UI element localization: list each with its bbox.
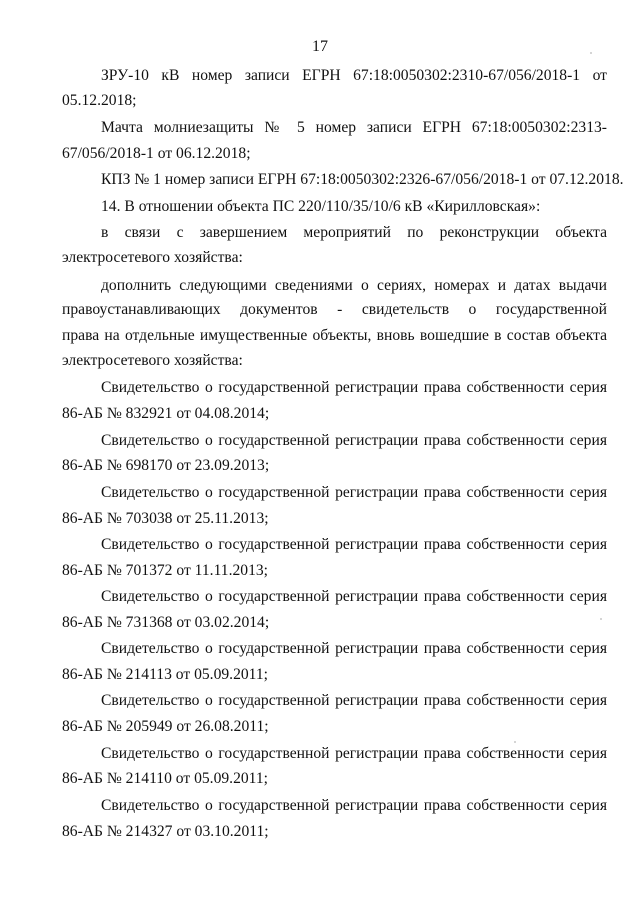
scan-speck [590, 52, 592, 54]
certificate-number: 86-АБ № 214113 от 05.09.2011; [62, 666, 269, 683]
text-line: правоустанавливающих документов - свидетельств о государственной [62, 301, 607, 318]
certificate-number: 86-АБ № 832921 от 04.08.2014; [62, 405, 270, 422]
certificate-title: Свидетельство о государственной регистрации права собственности серия [101, 379, 607, 396]
text-line: дополнить следующими сведениями о сериях, номерах и датах выдачи [101, 277, 607, 294]
certificate-title: Свидетельство о государственной регистрации права собственности серия [101, 536, 607, 553]
text-line: ЗРУ-10 кВ номер записи ЕГРН 67:18:0050302:2310-67/056/2018-1 от [101, 67, 607, 84]
certificate-number: 86-АБ № 205949 от 26.08.2011; [62, 718, 269, 735]
page-number: 17 [312, 38, 328, 55]
certificate-title: Свидетельство о государственной регистрации права собственности серия [101, 484, 607, 501]
section-heading: 14. В отношении объекта ПС 220/110/35/10/6 кВ «Кирилловская»: [101, 198, 541, 215]
text-line: 05.12.2018; [62, 92, 137, 109]
certificate-number: 86-АБ № 703038 от 25.11.2013; [62, 510, 269, 527]
certificate-number: 86-АБ № 731368 от 03.02.2014; [62, 614, 270, 631]
certificate-title: Свидетельство о государственной регистрации права собственности серия [101, 588, 607, 605]
scan-speck [600, 618, 602, 620]
certificate-number: 86-АБ № 214327 от 03.10.2011; [62, 823, 269, 840]
certificate-number: 86-АБ № 698170 от 23.09.2013; [62, 457, 270, 474]
text-line: Мачта молниезащиты № 5 номер записи ЕГРН 67:18:0050302:2313- [101, 119, 607, 136]
certificate-number: 86-АБ № 214110 от 05.09.2011; [62, 770, 269, 787]
text-line: КПЗ № 1 номер записи ЕГРН 67:18:0050302:2326-67/056/2018-1 от 07.12.2018. [101, 171, 624, 188]
certificate-title: Свидетельство о государственной регистрации права собственности серия [101, 797, 607, 814]
scan-speck [514, 741, 516, 743]
text-line: в связи с завершением мероприятий по реконструкции объекта [101, 224, 607, 241]
text-line: 67/056/2018-1 от 06.12.2018; [62, 145, 251, 162]
text-line: права на отдельные имущественные объекты, вновь вошедшие в состав объекта [62, 327, 607, 344]
certificate-title: Свидетельство о государственной регистрации права собственности серия [101, 692, 607, 709]
text-line: электросетевого хозяйства: [62, 249, 243, 266]
certificate-number: 86-АБ № 701372 от 11.11.2013; [62, 562, 269, 579]
certificate-title: Свидетельство о государственной регистрации права собственности серия [101, 745, 607, 762]
certificate-title: Свидетельство о государственной регистрации права собственности серия [101, 640, 607, 657]
certificate-title: Свидетельство о государственной регистрации права собственности серия [101, 432, 607, 449]
text-line: электросетевого хозяйства: [62, 352, 243, 369]
